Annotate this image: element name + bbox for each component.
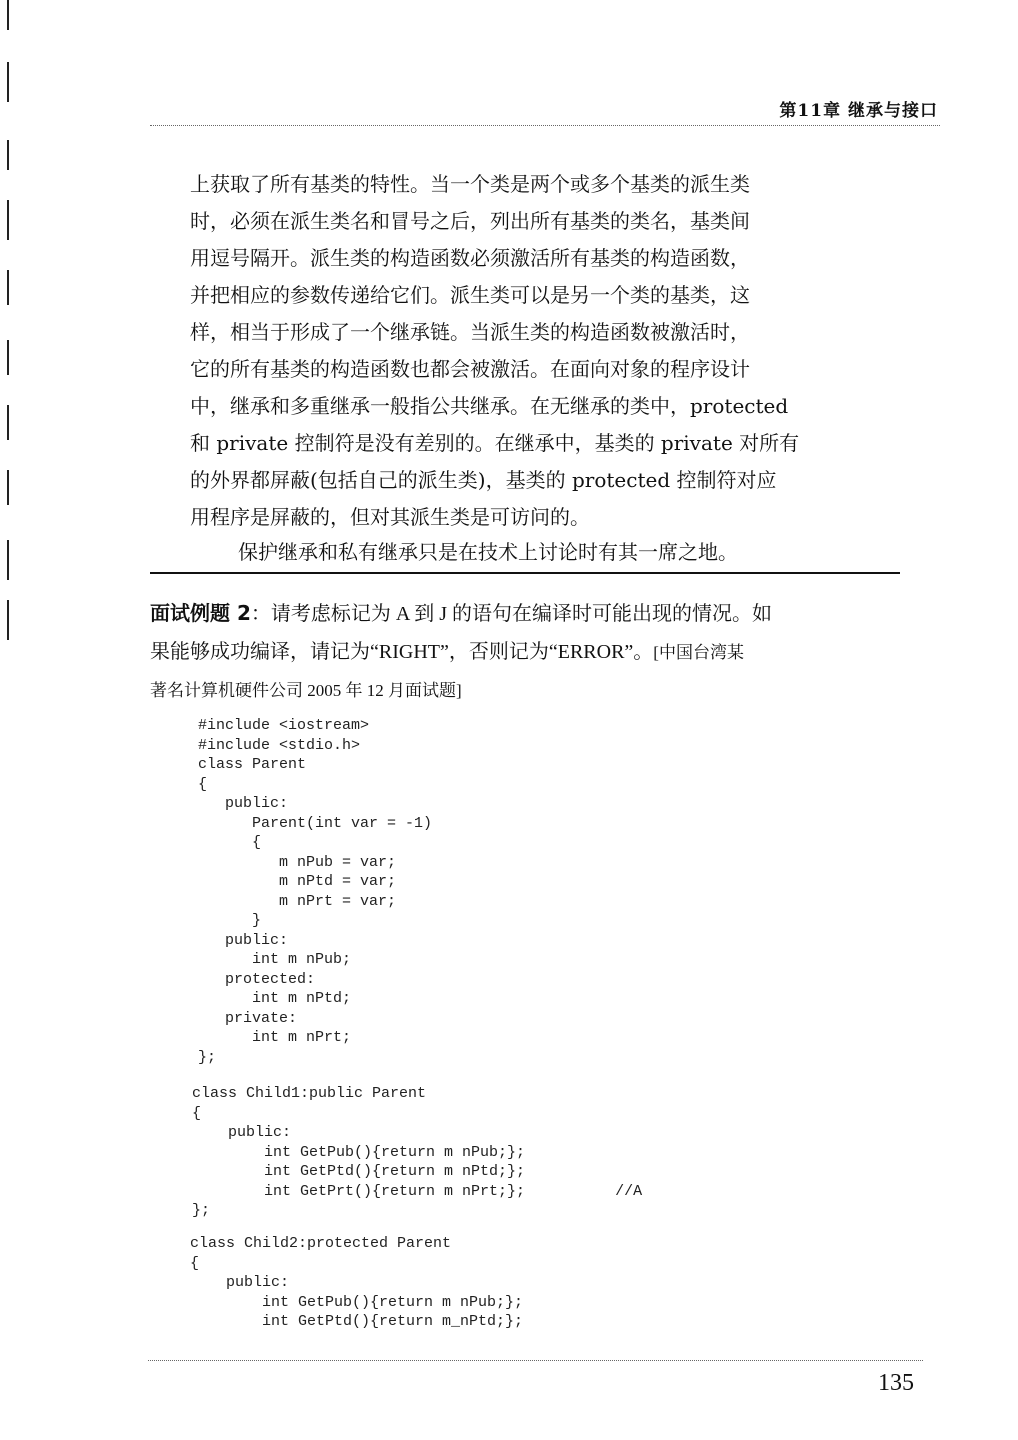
scan-edge-mark xyxy=(7,600,9,640)
header-divider xyxy=(150,125,940,126)
code-block-child2: class Child2:protected Parent { public: int GetPub(){return m nPub;}; int GetPtd(){return m_nPtd;}; xyxy=(190,1235,524,1330)
text-line: 它的所有基类的构造函数也都会被激活。在面向对象的程序设计 xyxy=(190,357,750,381)
text-line: 用逗号隔开。派生类的构造函数必须激活所有基类的构造函数， xyxy=(190,246,750,270)
scan-edge-mark xyxy=(7,62,9,102)
question-label: 面试例题 2 xyxy=(150,601,251,625)
text-line: 用程序是屏蔽的，但对其派生类是可访问的。 xyxy=(190,505,590,529)
code-block-child1: class Child1:public Parent { public: int GetPub(){return m nPub;}; int GetPtd(){return m nPtd;}; int GetPrt(){return m nPrt;}; //A }; xyxy=(192,1085,643,1219)
text-line: 样，相当于形成了一个继承链。当派生类的构造函数被激活时， xyxy=(190,320,750,344)
scan-edge-mark xyxy=(7,470,9,505)
question-source: [中国台湾某 xyxy=(653,643,744,662)
question-source: 著名计算机硬件公司 2005 年 12 月面试题] xyxy=(150,681,462,700)
text-line: 并把相应的参数传递给它们。派生类可以是另一个类的基类，这 xyxy=(190,283,750,307)
footer-divider xyxy=(148,1360,923,1361)
question-text: 果能够成功编译，请记为“RIGHT”，否则记为“ERROR”。 xyxy=(150,641,654,663)
question-text: ：请考虑标记为 A 到 J 的语句在编译时可能出现的情况。如 xyxy=(250,603,773,625)
scan-edge-mark xyxy=(7,340,9,375)
code-block-parent: #include <iostream> #include <stdio.h> class Parent { public: Parent(int var = -1) { m nPub = var; m nPtd = var; m nPrt = var; } public: int m nPub; protected: int m nPtd; private: int m nPrt; }; xyxy=(198,717,433,1066)
running-header: 第11章 继承与接口 xyxy=(779,101,938,121)
text-line: 上获取了所有基类的特性。当一个类是两个或多个基类的派生类 xyxy=(190,172,750,196)
body-paragraph xyxy=(190,166,905,536)
scan-edge-mark xyxy=(7,140,9,170)
scan-edge-mark xyxy=(7,200,9,240)
scan-edge-mark xyxy=(7,540,9,580)
page-number: 135 xyxy=(878,1370,914,1396)
section-rule xyxy=(150,572,900,574)
text-line: 的外界都屏蔽(包括自己的派生类)，基类的 protected 控制符对应 xyxy=(190,468,777,492)
interview-question xyxy=(150,594,940,710)
scan-edge-mark xyxy=(7,405,9,440)
callout-quote: 保护继承和私有继承只是在技术上讨论时有其一席之地。 xyxy=(238,540,738,564)
scan-edge-mark xyxy=(7,270,9,305)
text-line: 中，继承和多重继承一般指公共继承。在无继承的类中，protected xyxy=(190,394,789,418)
text-line: 和 private 控制符是没有差别的。在继承中，基类的 private 对所有 xyxy=(190,431,800,455)
text-line: 时，必须在派生类名和冒号之后，列出所有基类的类名，基类间 xyxy=(190,209,750,233)
scan-edge-mark xyxy=(7,0,9,30)
